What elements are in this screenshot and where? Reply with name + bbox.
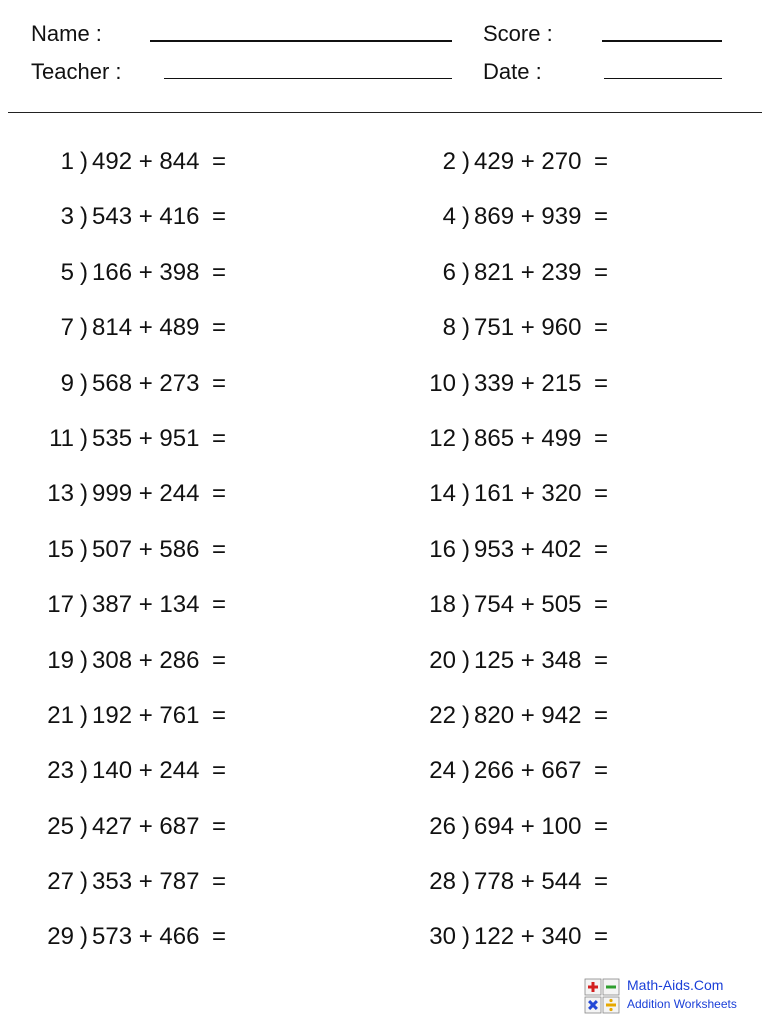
plus-sign: + [132,812,160,840]
addition-problem [382,308,766,348]
problem-paren: ) [80,923,88,951]
equals-sign: = [594,258,609,286]
addend-b: 499 [541,424,582,452]
problem-row [0,641,768,696]
problem-grid [0,142,768,973]
equals-sign: = [212,369,227,397]
addition-problem [0,197,384,237]
problem-paren: ) [462,812,470,840]
equals-sign: = [594,424,609,452]
problem-number: 28 [429,868,456,896]
problem-number: 24 [429,757,456,785]
problem-expression [92,253,199,293]
equals-sign: = [212,314,227,342]
problem-paren: ) [462,591,470,619]
problem-number: 9 [60,369,74,397]
plus-sign: + [132,646,160,674]
addend-a: 140 [92,757,133,785]
addend-b: 270 [541,148,582,175]
problem-number: 2 [442,148,456,175]
problem-expression [474,197,581,237]
addition-problem [382,641,766,681]
problem-paren: ) [80,701,88,729]
problem-number: 10 [429,369,456,397]
equals-sign: = [212,757,227,785]
equals-sign: = [212,424,227,452]
problem-number: 17 [47,591,74,619]
problem-number: 6 [442,258,456,286]
problem-number: 25 [47,812,74,840]
addition-problem [0,807,384,847]
problem-expression [474,419,581,459]
equals-sign: = [212,203,227,231]
equals-sign: = [594,203,609,231]
addition-problem [0,696,384,736]
header-divider [8,112,762,113]
plus-sign: + [132,923,160,951]
addend-b: 273 [159,369,200,397]
problem-expression [92,751,199,791]
problem-number: 4 [442,203,456,231]
addend-a: 535 [92,424,133,452]
addend-a: 999 [92,480,133,508]
addend-a: 429 [474,148,515,175]
plus-sign: + [132,701,160,729]
addend-b: 320 [541,480,582,508]
problem-paren: ) [462,314,470,342]
problem-expression [474,142,581,182]
addition-problem [382,364,766,404]
addend-a: 161 [474,480,515,508]
equals-sign: = [212,480,227,508]
problem-expression [474,364,581,404]
equals-sign: = [594,314,609,342]
addend-a: 543 [92,203,133,231]
problem-expression [92,917,199,957]
problem-row [0,696,768,751]
addend-b: 100 [541,812,582,840]
addend-b: 544 [541,868,582,896]
problem-number: 3 [60,203,74,231]
score-blank-line [602,40,722,42]
score-label: Score : [483,21,553,46]
equals-sign: = [594,701,609,729]
addend-a: 869 [474,203,515,231]
addend-a: 821 [474,258,515,286]
problem-paren: ) [80,258,88,286]
addend-b: 466 [159,923,200,951]
problem-number: 23 [47,757,74,785]
addition-problem [0,474,384,514]
equals-sign: = [594,757,609,785]
problem-row [0,253,768,308]
problem-expression [92,308,199,348]
problem-row [0,751,768,806]
problem-expression [92,696,199,736]
teacher-blank-line [164,78,452,79]
problem-paren: ) [462,868,470,896]
addition-problem [0,142,384,182]
problem-row [0,419,768,474]
plus-sign: + [514,314,542,342]
plus-sign: + [514,757,542,785]
problem-expression [474,530,581,570]
problem-number: 7 [60,314,74,342]
problem-paren: ) [462,701,470,729]
problem-number: 15 [47,535,74,563]
addend-b: 960 [541,314,582,342]
math-operators-icon [584,978,620,1014]
problem-number: 30 [429,923,456,951]
problem-row [0,862,768,917]
problem-expression [92,530,199,570]
plus-sign: + [514,535,542,563]
equals-sign: = [594,591,609,619]
name-label: Name : [31,21,102,46]
addend-a: 192 [92,701,133,729]
math-aids-logo [584,976,754,1016]
addend-b: 586 [159,535,200,563]
addend-b: 942 [541,701,582,729]
problem-row [0,364,768,419]
addend-a: 754 [474,591,515,619]
problem-paren: ) [80,314,88,342]
addend-b: 239 [541,258,582,286]
problem-expression [474,696,581,736]
problem-expression [474,253,581,293]
equals-sign: = [594,923,609,951]
addend-b: 244 [159,480,200,508]
addition-problem [382,751,766,791]
problem-expression [92,364,199,404]
addition-problem [382,419,766,459]
plus-sign: + [132,480,160,508]
addition-problem [382,807,766,847]
equals-sign: = [212,701,227,729]
problem-paren: ) [462,258,470,286]
problem-paren: ) [462,757,470,785]
problem-number: 22 [429,701,456,729]
problem-expression [474,474,581,514]
problem-expression [92,862,199,902]
plus-sign: + [132,258,160,286]
problem-number: 20 [429,646,456,674]
problem-paren: ) [462,424,470,452]
addend-b: 951 [159,424,200,452]
teacher-label: Teacher : [31,59,122,84]
addend-a: 507 [92,535,133,563]
addend-a: 953 [474,535,515,563]
addend-a: 308 [92,646,133,674]
problem-number: 5 [60,258,74,286]
addend-a: 122 [474,923,515,951]
addition-problem [382,474,766,514]
addend-b: 244 [159,757,200,785]
problem-row [0,142,768,197]
problem-number: 1 [60,148,74,175]
problem-paren: ) [462,148,470,175]
addend-b: 489 [159,314,200,342]
addition-problem [0,862,384,902]
equals-sign: = [594,646,609,674]
addend-b: 134 [159,591,200,619]
problem-expression [474,751,581,791]
problem-expression [92,197,199,237]
addition-problem [382,142,766,182]
problem-paren: ) [80,868,88,896]
plus-sign: + [132,148,160,175]
problem-number: 19 [47,646,74,674]
equals-sign: = [212,868,227,896]
problem-expression [474,862,581,902]
equals-sign: = [212,535,227,563]
problem-row [0,197,768,252]
addend-a: 820 [474,701,515,729]
addend-b: 215 [541,369,582,397]
problem-number: 13 [47,480,74,508]
equals-sign: = [212,591,227,619]
date-blank-line [604,78,722,79]
problem-number: 11 [49,424,74,452]
problem-expression [92,641,199,681]
problem-number: 12 [429,424,456,452]
problem-number: 8 [442,314,456,342]
addend-b: 348 [541,646,582,674]
addition-problem [0,308,384,348]
plus-sign: + [132,535,160,563]
problem-paren: ) [462,646,470,674]
addend-b: 286 [159,646,200,674]
addend-b: 505 [541,591,582,619]
plus-sign: + [514,923,542,951]
addend-a: 266 [474,757,515,785]
addition-problem [0,253,384,293]
addition-problem [382,197,766,237]
addend-a: 865 [474,424,515,452]
problem-number: 27 [47,868,74,896]
problem-expression [92,474,199,514]
worksheet-type-text: Addition Worksheets [627,997,737,1011]
problem-number: 18 [429,591,456,619]
equals-sign: = [594,868,609,896]
problem-paren: ) [80,369,88,397]
problem-row [0,530,768,585]
addend-a: 573 [92,923,133,951]
plus-sign: + [514,812,542,840]
addend-b: 939 [541,203,582,231]
problem-expression [474,308,581,348]
addend-b: 340 [541,923,582,951]
problem-expression [474,807,581,847]
addend-a: 751 [474,314,515,342]
problem-expression [474,585,581,625]
problem-number: 16 [429,535,456,563]
addend-b: 398 [159,258,200,286]
addition-problem [0,641,384,681]
problem-paren: ) [80,757,88,785]
equals-sign: = [212,646,227,674]
equals-sign: = [594,812,609,840]
problem-number: 26 [429,812,456,840]
addend-a: 492 [92,148,133,175]
problem-paren: ) [80,203,88,231]
problem-expression [92,419,199,459]
addend-b: 844 [159,148,200,175]
plus-sign: + [132,757,160,785]
problem-row [0,917,768,972]
addend-b: 402 [541,535,582,563]
addition-problem [0,917,384,957]
addition-problem [382,585,766,625]
problem-paren: ) [80,535,88,563]
problem-row [0,474,768,529]
problem-row [0,308,768,363]
plus-icon-stem [592,982,595,992]
problem-row [0,585,768,640]
plus-sign: + [514,369,542,397]
problem-paren: ) [462,369,470,397]
addition-problem [382,862,766,902]
addend-b: 787 [159,868,200,896]
problem-expression [92,142,199,182]
addend-a: 814 [92,314,133,342]
plus-sign: + [132,314,160,342]
addition-problem [0,585,384,625]
equals-sign: = [594,148,609,175]
addition-problem [0,530,384,570]
addend-a: 387 [92,591,133,619]
plus-sign: + [514,480,542,508]
addend-a: 568 [92,369,133,397]
plus-sign: + [514,148,542,175]
addend-b: 667 [541,757,582,785]
problem-paren: ) [80,591,88,619]
plus-sign: + [132,369,160,397]
plus-sign: + [514,591,542,619]
problem-expression [92,807,199,847]
addition-problem [382,696,766,736]
addition-problem [382,253,766,293]
plus-sign: + [514,701,542,729]
plus-sign: + [514,424,542,452]
problem-expression [474,917,581,957]
addend-b: 761 [159,701,200,729]
addend-a: 353 [92,868,133,896]
addend-a: 694 [474,812,515,840]
problem-row [0,807,768,862]
problem-expression [474,641,581,681]
name-blank-line [150,40,452,42]
addend-a: 427 [92,812,133,840]
brand-text: Math-Aids.Com [627,977,724,993]
problem-paren: ) [80,424,88,452]
addend-b: 416 [159,203,200,231]
addition-problem [382,917,766,957]
equals-sign: = [212,148,227,175]
problem-paren: ) [462,923,470,951]
problem-paren: ) [462,203,470,231]
equals-sign: = [212,258,227,286]
plus-sign: + [514,258,542,286]
equals-sign: = [212,923,227,951]
addition-problem [0,751,384,791]
addend-a: 339 [474,369,515,397]
equals-sign: = [594,480,609,508]
equals-sign: = [594,369,609,397]
problem-paren: ) [462,480,470,508]
plus-sign: + [132,424,160,452]
plus-sign: + [132,868,160,896]
addition-problem [382,530,766,570]
problem-paren: ) [80,148,88,175]
problem-expression [92,585,199,625]
plus-sign: + [132,203,160,231]
plus-sign: + [132,591,160,619]
date-label: Date : [483,59,542,84]
equals-sign: = [212,812,227,840]
addend-a: 778 [474,868,515,896]
problem-paren: ) [462,535,470,563]
addend-a: 166 [92,258,133,286]
addition-problem [0,364,384,404]
problem-number: 14 [429,480,456,508]
addend-b: 687 [159,812,200,840]
problem-paren: ) [80,812,88,840]
addend-a: 125 [474,646,515,674]
plus-sign: + [514,646,542,674]
minus-icon [606,986,616,989]
problem-paren: ) [80,646,88,674]
problem-number: 21 [47,701,74,729]
plus-sign: + [514,203,542,231]
equals-sign: = [594,535,609,563]
problem-paren: ) [80,480,88,508]
problem-number: 29 [47,923,74,951]
plus-sign: + [514,868,542,896]
addition-problem [0,419,384,459]
